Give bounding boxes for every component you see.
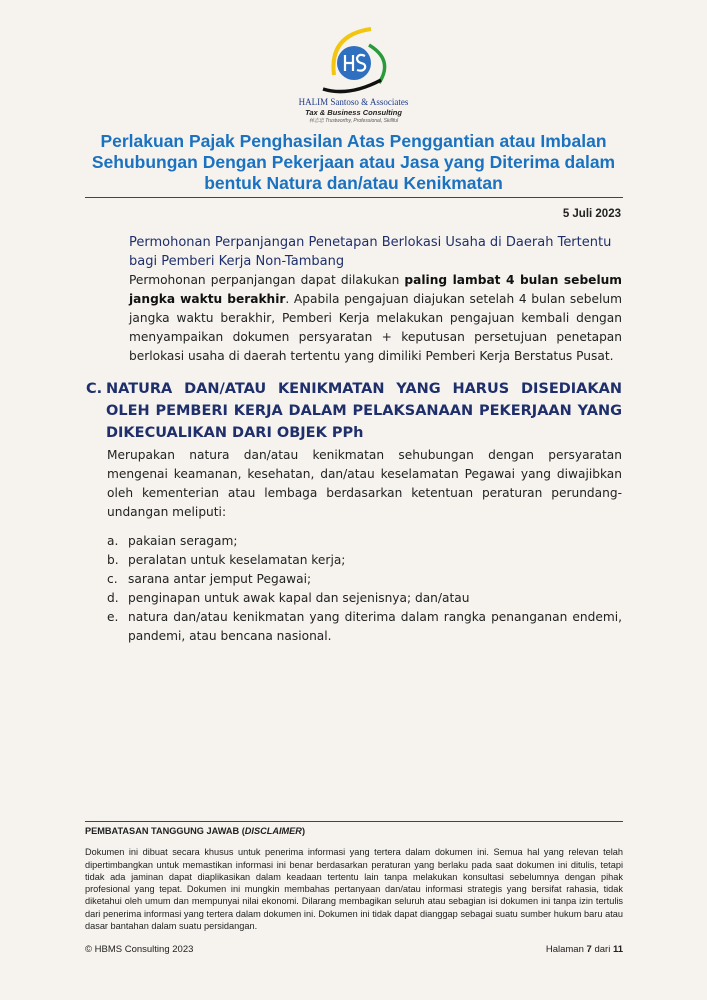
text: ) — [301, 826, 305, 836]
list-text: natura dan/atau kenikmatan yang diterima dalam rangka penanganan endemi, pandemi, atau bencana nasional. — [128, 610, 622, 643]
list-item — [107, 608, 622, 646]
logo-motto: 林志忠 Trustworthy, Professional, Skillful — [308, 118, 399, 124]
company-logo — [289, 25, 419, 125]
list-marker: a. — [107, 534, 119, 548]
main-content — [0, 25, 707, 646]
disclaimer-text: Dokumen ini dibuat secara khusus untuk penerima informasi yang tertera dalam dokumen ini. Semua hal yang relevan telah dipertimbangkan untuk memastikan informasi ini benar berdasarkan peraturan yang berlaku pada saat dokumen ini ditulis, tetapi tidak ada jaminan dapat diaplikasikan dalam keadaan tertentu lain tanpa melakukan konsultasi sebelumnya dengan pihak profesional yang tepat. Dokumen ini mungkin membahas pertanyaan dan/atau informasi strategis yang bersifat rahasia, tidak diketahui oleh umum dan mempunyai nilai ekonomi. Dilarang membagikan seluruh atau sebagian isi dokumen ini tanpa izin tertulis dari penerima informasi yang tertera dalam dokumen ini. Dokumen ini tidak dapat dianggap sebagai suatu sumber hukum baru atau dasar bantahan dalam suatu persidangan. — [85, 847, 623, 932]
document-date: 5 Juli 2023 — [562, 208, 621, 220]
page-bottom — [85, 821, 623, 956]
list-item — [107, 532, 622, 551]
text: PEMBATASAN TANGGUNG JAWAB ( — [85, 826, 245, 836]
list-text: penginapan untuk awak kapal dan sejenisnya; dan/atau — [128, 591, 470, 605]
list-item — [107, 589, 622, 608]
subsection-paragraph — [129, 271, 622, 366]
footer — [85, 944, 623, 956]
list-text: pakaian seragam; — [128, 534, 238, 548]
section-number: C. — [86, 381, 103, 397]
natura-list — [107, 532, 622, 646]
list-text: sarana antar jemput Pegawai; — [128, 572, 312, 586]
footer-copyright: © HBMS Consulting 2023 — [85, 944, 194, 956]
logo-firm-name: HALIM Santoso & Associates — [298, 97, 409, 107]
document-title: Perlakuan Pajak Penghasilan Atas Penggantian atau Imbalan Sehubungan Dengan Pekerjaan atau Jasa yang Diterima dalam bentuk Natura dan/atau Kenikmatan — [91, 131, 616, 193]
disclaimer-heading — [85, 825, 623, 837]
disclaimer-divider — [85, 821, 623, 822]
italic-text: DISCLAIMER — [244, 826, 302, 836]
list-marker: d. — [107, 591, 119, 605]
footer-page-number — [546, 944, 623, 956]
list-text: peralatan untuk keselamatan kerja; — [128, 553, 346, 567]
text: dari — [591, 944, 613, 956]
list-marker: e. — [107, 610, 119, 624]
bold-text: paling lambat 4 bulan sebelum jangka waktu berakhir — [129, 273, 622, 306]
section-c-intro: Merupakan natura dan/atau kenikmatan sehubungan dengan persyaratan mengenai keamanan, kesehatan, dan/atau keselamatan Pegawai yang diwajibkan oleh kementerian atau lembaga berdasarkan ketentuan peraturan perundang-undangan meliputi: — [107, 448, 622, 519]
list-marker: c. — [107, 572, 118, 586]
text: . Apabila pengajuan diajukan setelah 4 bulan sebelum jangka waktu berakhir, Pemberi Kerja melakukan pengajuan kembali dengan menyampaikan dokumen persyaratan + keputusan persetujuan penetapan berlokasi usaha di daerah tertentu yang dimiliki Pemberi Kerja Berstatus Pusat. — [129, 292, 622, 363]
text: Permohonan perpanjangan dapat dilakukan — [129, 273, 405, 287]
logo-tagline: Tax & Business Consulting — [305, 108, 402, 117]
hbms-logo-icon — [309, 25, 399, 97]
title-divider — [85, 197, 623, 198]
list-marker: b. — [107, 553, 119, 567]
section-c-heading — [86, 378, 622, 444]
text: Halaman — [545, 944, 587, 956]
section-title: NATURA DAN/ATAU KENIKMATAN YANG HARUS DISEDIAKAN OLEH PEMBERI KERJA DALAM PELAKSANAAN PEKERJAAN YANG DIKECUALIKAN DARI OBJEK PPh — [106, 381, 622, 441]
page-current: 7 — [586, 944, 592, 956]
subsection-heading: Permohonan Perpanjangan Penetapan Berlokasi Usaha di Daerah Tertentu bagi Pemberi Kerja Non-Tambang — [129, 235, 612, 269]
list-item — [107, 570, 622, 589]
list-item — [107, 551, 622, 570]
page-total: 11 — [612, 944, 623, 956]
